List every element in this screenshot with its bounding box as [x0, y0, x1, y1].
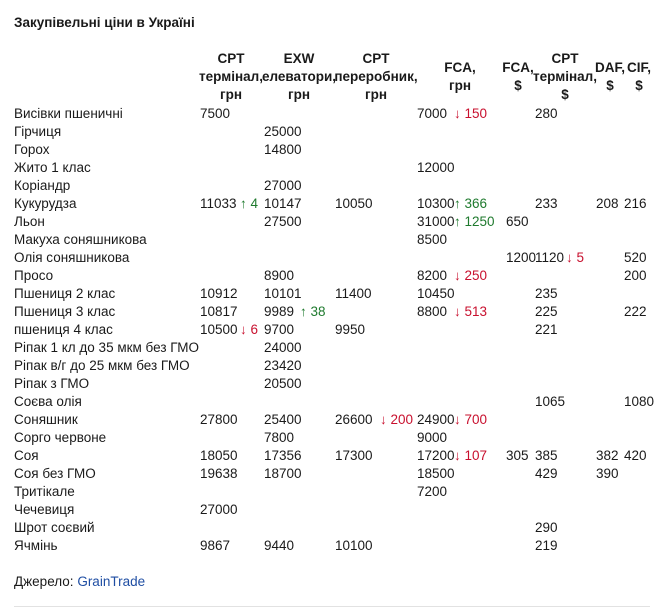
price-exw-elevator: 8900 — [264, 268, 295, 283]
price-cpt-terminal-usd: 280 — [535, 106, 558, 121]
column-header-cif-usd: CIF, $ — [626, 60, 652, 93]
price-fca-uah: 18500 — [417, 466, 455, 481]
price-exw-elevator: 24000 — [264, 340, 302, 355]
commodity-name: Соя — [14, 448, 39, 463]
commodity-name: Соєва олія — [14, 394, 82, 409]
price-cpt-terminal: 18050 — [200, 448, 238, 463]
price-cpt-terminal-usd: 235 — [535, 286, 558, 301]
price-cpt-processor: 10050 — [335, 196, 373, 211]
price-exw-elevator: 7800 — [264, 430, 295, 445]
price-cpt-terminal-usd: 385 — [535, 448, 558, 463]
price-cif-usd: 216 — [624, 196, 647, 211]
price-change-fca-uah: ↓ 700 — [454, 412, 488, 427]
column-header-fca-usd: FCA, $ — [502, 60, 534, 93]
price-cpt-terminal-usd: 221 — [535, 322, 558, 337]
commodity-name: пшениця 4 клас — [14, 322, 113, 337]
price-exw-elevator: 10101 — [264, 286, 302, 301]
price-exw-elevator: 14800 — [264, 142, 302, 157]
table-row — [0, 267, 664, 285]
table-row — [0, 465, 664, 483]
commodity-name: Ячмінь — [14, 538, 58, 553]
price-cpt-terminal: 10912 — [200, 286, 238, 301]
table-row — [0, 159, 664, 177]
table-row — [0, 105, 664, 123]
price-cif-usd: 200 — [624, 268, 647, 283]
table-row — [0, 339, 664, 357]
table-row — [0, 177, 664, 195]
price-cpt-processor: 9950 — [335, 322, 366, 337]
divider — [14, 606, 650, 607]
price-fca-uah: 31000 — [417, 214, 455, 229]
commodity-name: Тритікале — [14, 484, 75, 499]
table-row — [0, 195, 664, 213]
price-cpt-terminal: 11033 — [200, 196, 237, 211]
commodity-name: Сорго червоне — [14, 430, 107, 445]
price-cpt-terminal-usd: 219 — [535, 538, 558, 553]
price-change-fca-uah: ↓ 150 — [454, 106, 488, 121]
commodity-name: Соняшник — [14, 412, 78, 427]
table-row — [0, 321, 664, 339]
table-row — [0, 411, 664, 429]
price-change-fca-uah: ↑ 366 — [454, 196, 488, 211]
price-exw-elevator: 9440 — [264, 538, 295, 553]
source-link[interactable]: GrainTrade — [77, 574, 146, 589]
price-daf-usd: 382 — [596, 448, 619, 463]
price-cpt-terminal-usd: 225 — [535, 304, 558, 319]
price-exw-elevator: 27500 — [264, 214, 302, 229]
price-change-cpt-terminal-usd: ↓ 5 — [566, 250, 585, 265]
source-line — [14, 574, 145, 589]
commodity-name: Кукурудза — [14, 196, 77, 211]
commodity-name: Пшениця 3 клас — [14, 304, 116, 319]
price-cif-usd: 520 — [624, 250, 647, 265]
table-row — [0, 249, 664, 267]
price-change-exw-elevator: ↑ 38 — [300, 304, 326, 319]
price-change-fca-uah: ↑ 1250 — [454, 214, 495, 229]
price-cif-usd: 222 — [624, 304, 647, 319]
price-fca-uah: 17200 — [417, 448, 455, 463]
table-row — [0, 357, 664, 375]
price-cpt-terminal: 27800 — [200, 412, 238, 427]
commodity-name: Горох — [14, 142, 50, 157]
table-row — [0, 213, 664, 231]
price-change-fca-uah: ↓ 250 — [454, 268, 488, 283]
commodity-name: Олія соняшникова — [14, 250, 130, 265]
price-fca-uah: 8500 — [417, 232, 448, 247]
price-fca-uah: 7200 — [417, 484, 448, 499]
commodity-name: Шрот соєвий — [14, 520, 95, 535]
price-cif-usd: 420 — [624, 448, 647, 463]
commodity-name: Жито 1 клас — [14, 160, 91, 175]
price-fca-usd: 650 — [506, 214, 529, 229]
commodity-name: Просо — [14, 268, 54, 283]
source-label: Джерело: — [14, 574, 74, 589]
column-header-exw-elevator: EXW елеватори, грн — [261, 51, 337, 102]
price-fca-uah: 8800 — [417, 304, 448, 319]
price-fca-usd: 305 — [506, 448, 529, 463]
price-cpt-processor: 11400 — [335, 286, 372, 301]
commodity-name: Ріпак 1 кл до 35 мкм без ГМО — [14, 340, 200, 355]
price-cpt-terminal: 7500 — [200, 106, 231, 121]
price-fca-uah: 12000 — [417, 160, 455, 175]
price-fca-uah: 24900 — [417, 412, 455, 427]
commodity-name: Макуха соняшникова — [14, 232, 147, 247]
price-exw-elevator: 20500 — [264, 376, 302, 391]
price-exw-elevator: 17356 — [264, 448, 302, 463]
price-cif-usd: 1080 — [624, 394, 655, 409]
commodity-name: Гірчиця — [14, 124, 62, 139]
price-fca-uah: 8200 — [417, 268, 448, 283]
price-change-fca-uah: ↓ 107 — [454, 448, 488, 463]
price-fca-uah: 9000 — [417, 430, 448, 445]
commodity-name: Льон — [14, 214, 45, 229]
price-cpt-terminal-usd: 233 — [535, 196, 558, 211]
column-header-cpt-terminal-usd: CPT термінал, $ — [533, 51, 597, 102]
table-row — [0, 537, 664, 555]
table-row — [0, 447, 664, 465]
price-change-cpt-terminal: ↓ 6 — [240, 322, 259, 337]
commodity-name: Соя без ГМО — [14, 466, 96, 481]
table-row — [0, 501, 664, 519]
price-fca-usd: 1200 — [506, 250, 537, 265]
price-cpt-processor: 17300 — [335, 448, 373, 463]
price-exw-elevator: 27000 — [264, 178, 302, 193]
table-row — [0, 483, 664, 501]
price-cpt-terminal-usd: 290 — [535, 520, 558, 535]
price-change-fca-uah: ↓ 513 — [454, 304, 488, 319]
table-row — [0, 231, 664, 249]
page-title: Закупівельні ціни в Україні — [14, 15, 195, 30]
commodity-name: Висівки пшеничні — [14, 106, 123, 121]
table-row — [0, 285, 664, 303]
price-cpt-terminal-usd: 1065 — [535, 394, 566, 409]
table-row — [0, 429, 664, 447]
price-fca-uah: 10300 — [417, 196, 455, 211]
price-daf-usd: 390 — [596, 466, 619, 481]
column-header-fca-uah: FCA, грн — [444, 60, 476, 93]
price-cpt-terminal: 10817 — [200, 304, 238, 319]
price-cpt-terminal: 9867 — [200, 538, 231, 553]
commodity-name: Ріпак в/г до 25 мкм без ГМО — [14, 358, 190, 373]
column-header-daf-usd: DAF, $ — [595, 60, 625, 93]
table-row — [0, 303, 664, 321]
table-row — [0, 393, 664, 411]
price-fca-uah: 7000 — [417, 106, 448, 121]
column-header-cpt-processor: CPT переробник, грн — [334, 51, 418, 102]
price-change-cpt-processor: ↓ 200 — [380, 412, 414, 427]
price-daf-usd: 208 — [596, 196, 619, 211]
price-exw-elevator: 9700 — [264, 322, 295, 337]
price-cpt-processor: 10100 — [335, 538, 373, 553]
table-row — [0, 375, 664, 393]
price-exw-elevator: 23420 — [264, 358, 302, 373]
price-cpt-terminal-usd: 1120 — [535, 250, 565, 265]
price-exw-elevator: 9989 — [264, 304, 295, 319]
table-row — [0, 519, 664, 537]
commodity-name: Ріпак з ГМО — [14, 376, 90, 391]
commodity-name: Чечевиця — [14, 502, 75, 517]
price-exw-elevator: 10147 — [264, 196, 302, 211]
column-header-cpt-terminal: CPT термінал, грн — [199, 51, 263, 102]
price-exw-elevator: 25400 — [264, 412, 302, 427]
table-row — [0, 123, 664, 141]
table-row — [0, 141, 664, 159]
price-cpt-terminal: 10500 — [200, 322, 238, 337]
price-fca-uah: 10450 — [417, 286, 455, 301]
price-change-cpt-terminal: ↑ 4 — [240, 196, 259, 211]
price-cpt-terminal-usd: 429 — [535, 466, 558, 481]
price-cpt-processor: 26600 — [335, 412, 373, 427]
price-cpt-terminal: 27000 — [200, 502, 238, 517]
price-exw-elevator: 25000 — [264, 124, 302, 139]
price-exw-elevator: 18700 — [264, 466, 302, 481]
price-cpt-terminal: 19638 — [200, 466, 238, 481]
commodity-name: Пшениця 2 клас — [14, 286, 116, 301]
commodity-name: Коріандр — [14, 178, 71, 193]
